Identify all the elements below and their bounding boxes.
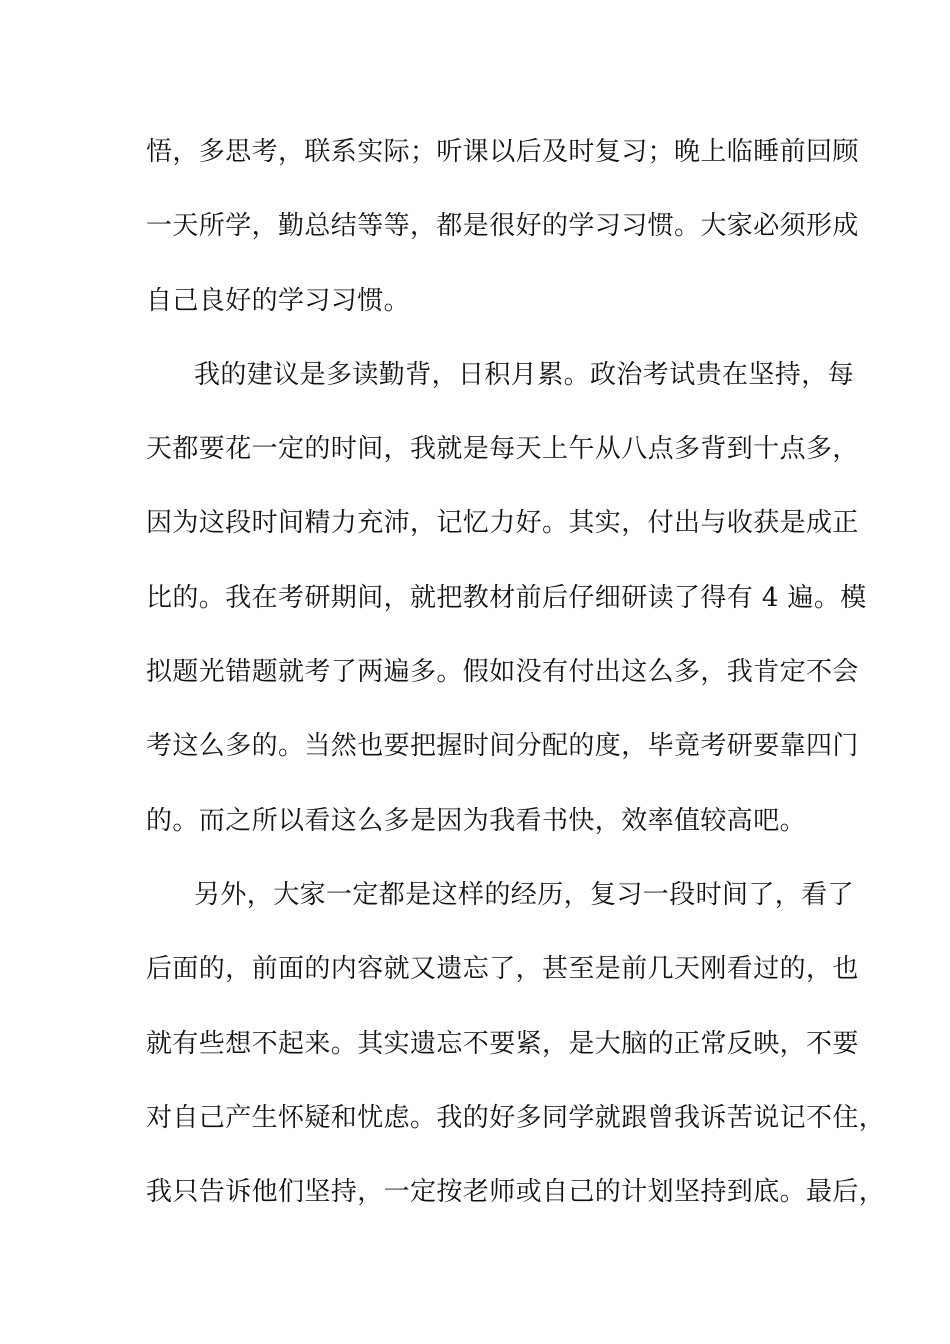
text-line: 我只告诉他们坚持，一定按老师或自己的计划坚持到底。最后， (146, 1177, 886, 1208)
text-line: 一天所学，勤总结等等，都是很好的学习习惯。大家必须形成 (146, 211, 859, 242)
text-line: 拟题光错题就考了两遍多。假如没有付出这么多，我肯定不会 (146, 657, 859, 688)
paragraph-first-line: 另外，大家一定都是这样的经历，复习一段时间了，看了 (194, 879, 855, 910)
text-line: 考这么多的。当然也要把握时间分配的度，毕竟考研要靠四门 (146, 731, 859, 762)
text-line: 因为这段时间精力充沛，记忆力好。其实，付出与收获是成正 (146, 508, 859, 539)
text-line: 悟，多思考，联系实际；听课以后及时复习；晚上临睡前回顾 (146, 137, 859, 167)
text-line: 就有些想不起来。其实遗忘不要紧，是大脑的正常反映，不要 (146, 1028, 859, 1059)
paragraph-first-line: 我的建议是多读勤背，日积月累。政治考试贵在坚持，每 (194, 359, 855, 390)
text-line: 天都要花一定的时间，我就是每天上午从八点多背到十点多， (146, 434, 859, 465)
body-text (146, 129, 886, 1243)
text-line: 比的。我在考研期间，就把教材前后仔细研读了得有 4 遍。模 (146, 582, 867, 613)
text-line: 的。而之所以看这么多是因为我看书快，效率值较高吧。 (146, 805, 807, 836)
text-line: 后面的，前面的内容就又遗忘了，甚至是前几天刚看过的，也 (146, 954, 859, 985)
text-line: 自己良好的学习习惯。 (146, 285, 411, 316)
text-line: 对自己产生怀疑和忧虑。我的好多同学就跟曾我诉苦说记不住， (146, 1102, 886, 1133)
